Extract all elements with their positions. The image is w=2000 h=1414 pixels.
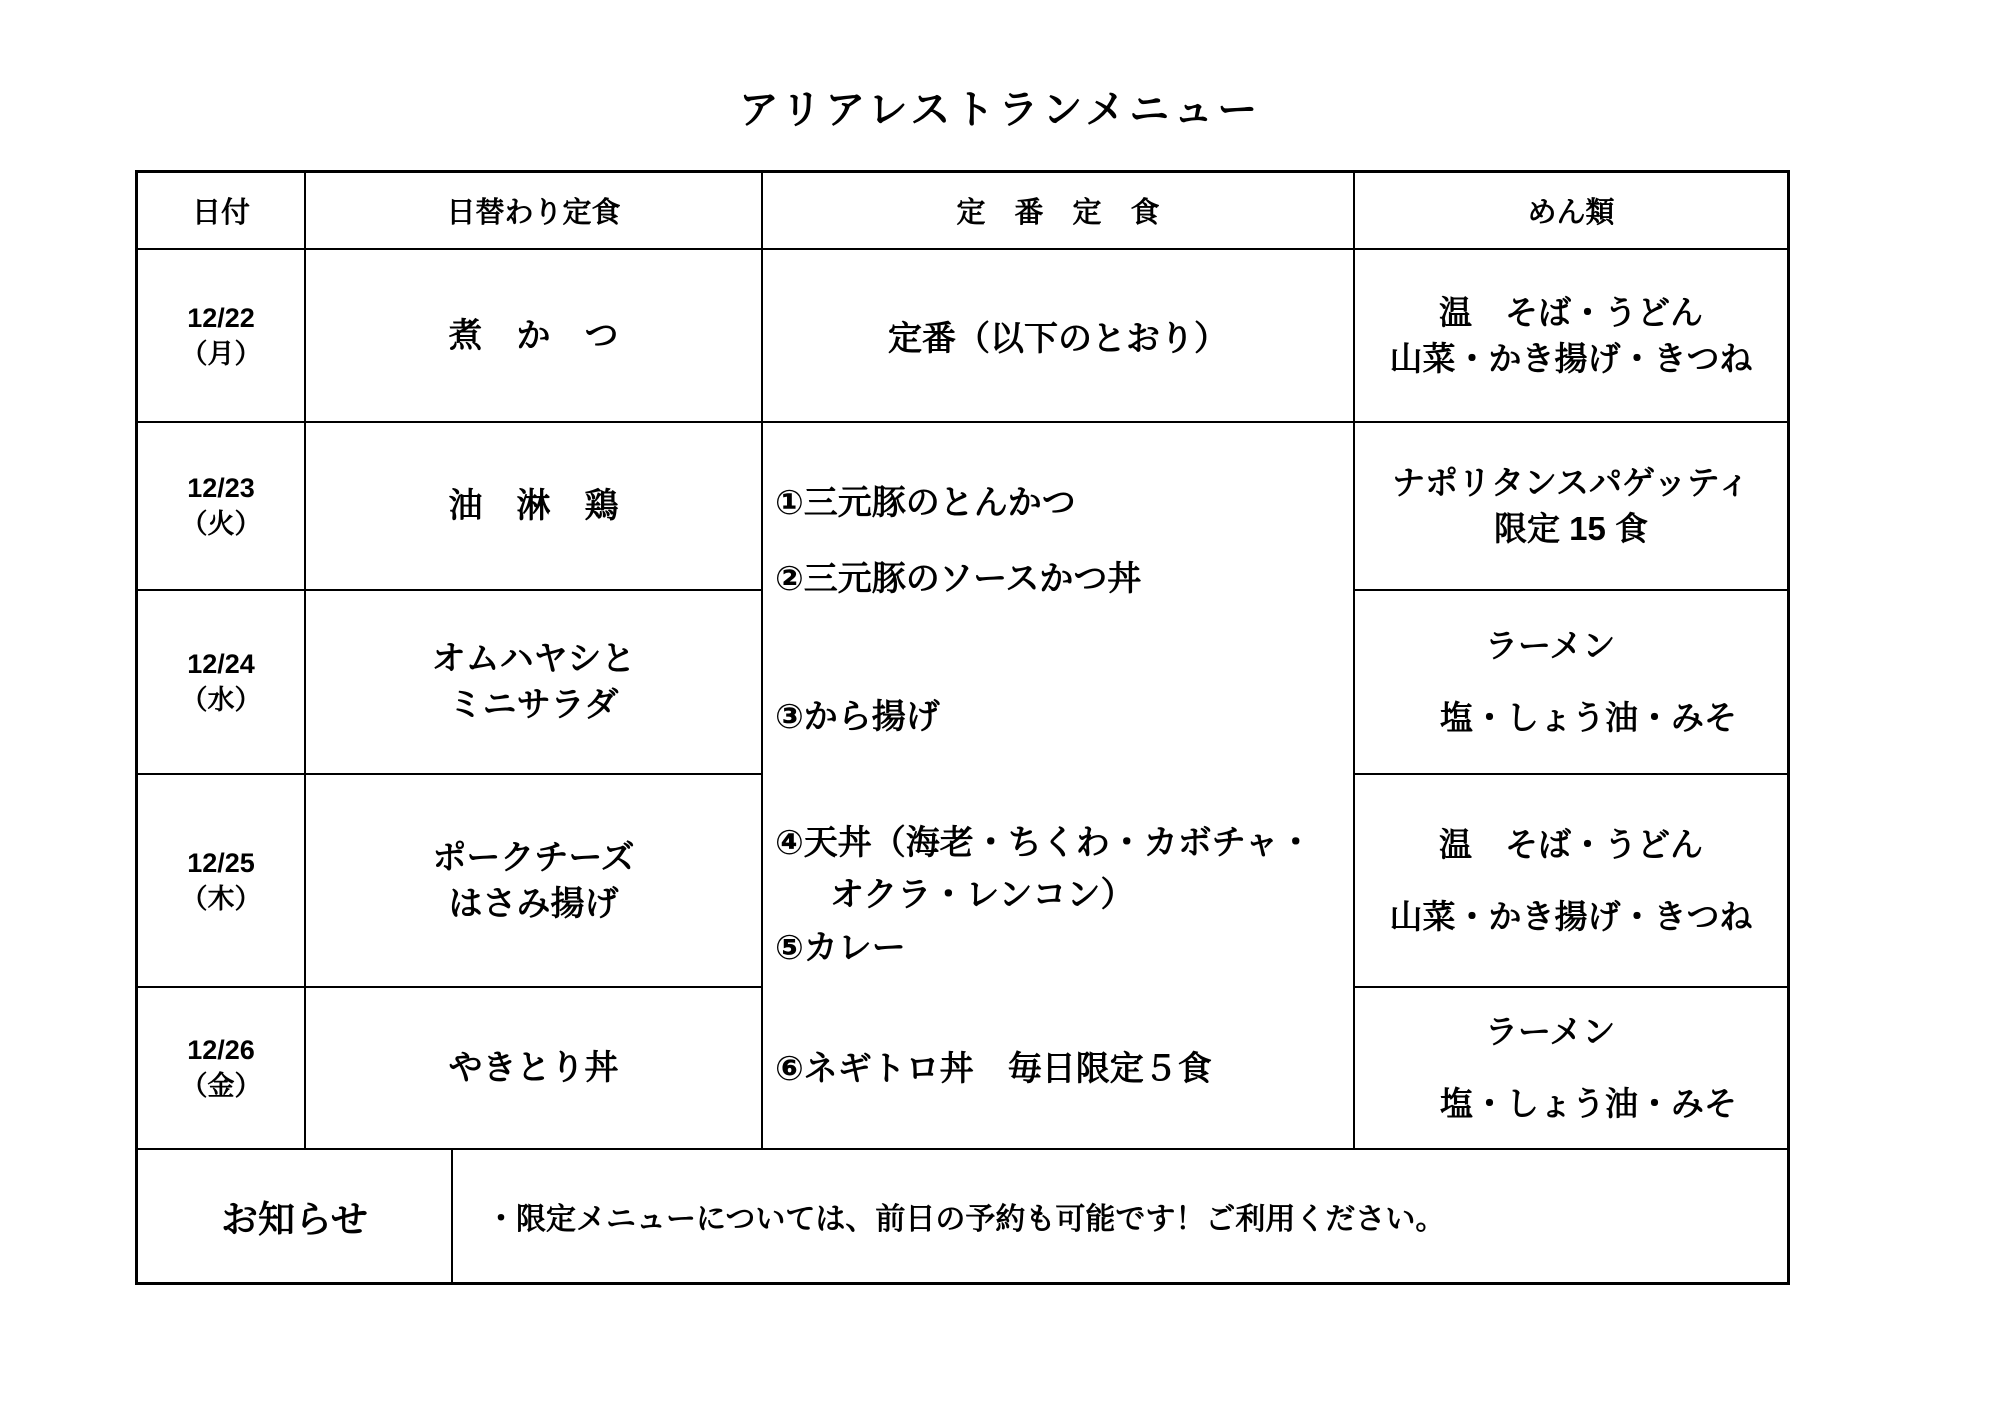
- date-value: 12/24: [187, 649, 255, 679]
- noodle-line: ラーメン: [1485, 627, 1616, 664]
- daily-dish-line1: オムハヤシと: [431, 640, 636, 678]
- noodle-line: 温 そば・うどん: [1439, 825, 1703, 863]
- noodle-cell-1223: [1355, 423, 1787, 591]
- daily-dish: 煮 か つ: [448, 316, 619, 355]
- daily-cell-1223: [306, 423, 763, 591]
- header-daily-special: 日替わり定食: [306, 173, 763, 250]
- standard-item-5: ⑤カレー: [775, 929, 906, 967]
- date-cell-1225: [138, 775, 306, 988]
- date-cell-1223: [138, 423, 306, 591]
- standard-item-3: ③から揚げ: [775, 698, 940, 736]
- noodle-line: 塩・しょう油・みそ: [1440, 699, 1737, 736]
- weekday-value: （水）: [180, 685, 262, 715]
- noodle-line: 温 そば・うどん: [1439, 293, 1703, 331]
- date-value: 12/23: [187, 473, 255, 503]
- daily-dish-line1: ポークチーズ: [432, 838, 635, 877]
- weekday-value: （金）: [180, 1071, 262, 1101]
- noodle-line: 限定 15 食: [1493, 510, 1649, 547]
- menu-main-grid: [138, 173, 1787, 1150]
- daily-dish-line2: ミニサラダ: [448, 686, 619, 724]
- date-cell-1226: [138, 988, 306, 1150]
- noodle-line: ナポリタンスパゲッティ: [1391, 464, 1751, 501]
- notice-text: ・限定メニューについては、前日の予約も可能です！ご利用ください。: [486, 1203, 1446, 1236]
- noodle-cell-1222: [1355, 250, 1787, 423]
- notice-label: お知らせ: [138, 1150, 453, 1282]
- noodle-cell-1225: [1355, 775, 1787, 988]
- header-noodles: めん類: [1355, 173, 1787, 250]
- daily-cell-1224: [306, 591, 763, 775]
- noodle-line: 山菜・かき揚げ・きつね: [1389, 897, 1753, 935]
- menu-table: [135, 170, 1790, 1285]
- noodle-line: ラーメン: [1485, 1013, 1616, 1050]
- date-cell-1222: [138, 250, 306, 423]
- standard-item-1: ①三元豚のとんかつ: [775, 484, 1076, 522]
- date-value: 12/25: [187, 847, 255, 878]
- header-standard-set: 定 番 定 食: [763, 173, 1355, 250]
- daily-cell-1225: [306, 775, 763, 988]
- date-cell-1224: [138, 591, 306, 775]
- daily-dish: やきとり丼: [448, 1049, 619, 1087]
- noodle-cell-1224: [1355, 591, 1787, 775]
- noodle-line: 塩・しょう油・みそ: [1440, 1085, 1737, 1122]
- notice-row: [138, 1150, 1787, 1282]
- daily-cell-1222: [306, 250, 763, 423]
- standard-item-2: ②三元豚のソースかつ丼: [775, 560, 1142, 598]
- date-value: 12/26: [187, 1035, 255, 1065]
- page-title: アリアレストランメニュー: [738, 88, 1262, 132]
- daily-dish: 油 淋 鶏: [448, 487, 619, 525]
- standard-set-note: 定番（以下のとおり）: [888, 320, 1228, 358]
- noodle-line: 山菜・かき揚げ・きつね: [1389, 339, 1753, 377]
- standard-item-6: ⑥ネギトロ丼 毎日限定５食: [775, 1050, 1212, 1088]
- standard-item-4-line1: ④天丼（海老・ちくわ・カボチャ・: [775, 824, 1313, 862]
- standard-set-merged-cell: [763, 423, 1355, 1150]
- noodle-cell-1226: [1355, 988, 1787, 1150]
- standard-set-cell-1222: [763, 250, 1355, 423]
- weekday-value: （火）: [180, 509, 262, 539]
- date-value: 12/22: [187, 302, 255, 333]
- daily-cell-1226: [306, 988, 763, 1150]
- weekday-value: （月）: [180, 338, 262, 369]
- daily-dish-line2: はさみ揚げ: [448, 884, 619, 923]
- header-date: 日付: [138, 173, 306, 250]
- weekday-value: （木）: [180, 883, 262, 914]
- standard-item-4-line2: オクラ・レンコン）: [830, 876, 1135, 914]
